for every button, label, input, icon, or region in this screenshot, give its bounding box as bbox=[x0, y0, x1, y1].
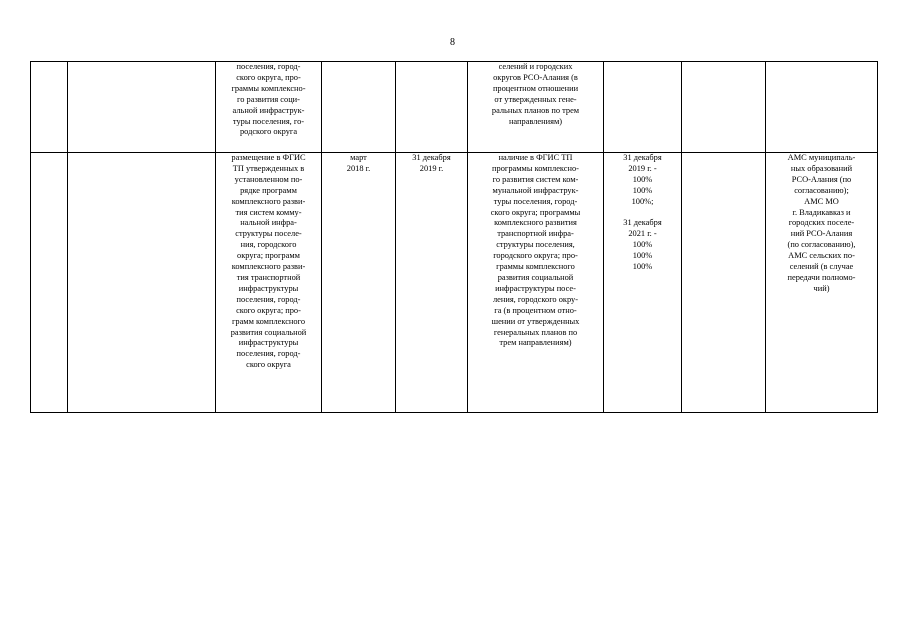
page-number: 8 bbox=[450, 37, 455, 48]
table-cell bbox=[31, 153, 68, 413]
table-cell: 31 декабря 2019 г. - 100% 100% 100%; 31 декабря 2021 г. - 100% 100% 100% bbox=[604, 153, 682, 413]
table-cell: АМС муниципаль- ных образований РСО-Алания (по согласованию); АМС МО г. Владикавказ и городских поселе- ний РСО-Алания (по согласованию), АМС сельских по- селений (в случае передачи полномо- чий) bbox=[766, 153, 878, 413]
table-cell bbox=[31, 62, 68, 153]
table-cell: селений и городских округов РСО-Алания (в процентном отношении от утвержденных гене- ральных планов по трем направлениям) bbox=[468, 62, 604, 153]
table-cell bbox=[396, 62, 468, 153]
table-row bbox=[31, 62, 878, 153]
table-cell bbox=[682, 62, 766, 153]
table-cell: размещение в ФГИС ТП утвержденных в установленном по- рядке программ комплексного разви- тия систем комму- нальной инфра- структуры поселе- ния, городского округа; программ комплексного разви- тия транспортной инфраструктуры поселения, город- ского округа; про- грамм комплексного развития социальной инфраструктуры поселения, город- ского округа bbox=[216, 153, 322, 413]
table-cell bbox=[68, 153, 216, 413]
table-cell: март 2018 г. bbox=[322, 153, 396, 413]
table-cell: поселения, город- ского округа, про- граммы комплексно- го развития соци- альной инфраструк- туры поселения, го- родского округа bbox=[216, 62, 322, 153]
table-cell bbox=[604, 62, 682, 153]
table-cell bbox=[68, 62, 216, 153]
measures-table bbox=[30, 61, 878, 413]
table-row bbox=[31, 153, 878, 413]
table-cell bbox=[682, 153, 766, 413]
table-cell bbox=[322, 62, 396, 153]
table-cell bbox=[766, 62, 878, 153]
table-cell: наличие в ФГИС ТП программы комплексно- го развития систем ком- мунальной инфраструк- туры поселения, город- ского округа; программы комплексного развития транспортной инфра- структуры поселения, городского округа; про- граммы комплексного развития социальной инфраструктуры посе- ления, городского окру- га (в процентном отно- шении от утвержденных генеральных планов по трем направлениям) bbox=[468, 153, 604, 413]
table-cell: 31 декабря 2019 г. bbox=[396, 153, 468, 413]
